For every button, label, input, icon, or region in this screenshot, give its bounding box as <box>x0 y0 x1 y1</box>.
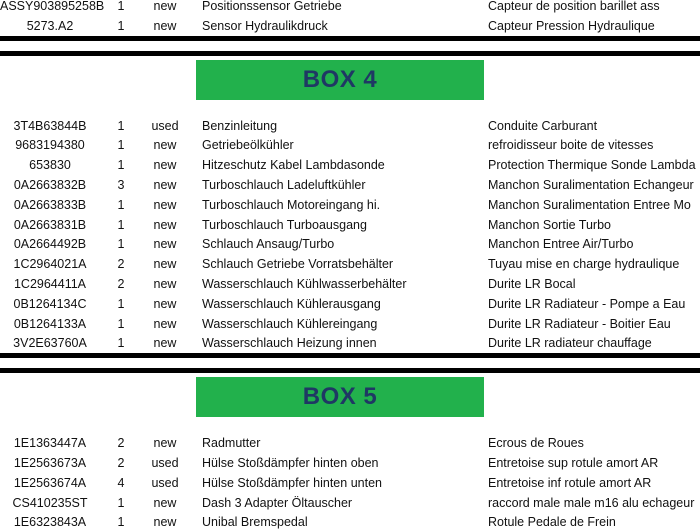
part-name-fr: Rotule Pedale de Frein <box>488 515 616 530</box>
part-ref: 1E6323843A <box>13 515 87 530</box>
table-row <box>0 512 700 532</box>
part-name-de: Benzinleitung <box>202 118 278 133</box>
part-condition: new <box>153 177 177 192</box>
part-ref: 1C2964411A <box>13 276 87 291</box>
table-row <box>0 493 700 513</box>
section-box-5 <box>0 377 700 532</box>
box-header <box>0 377 700 419</box>
part-ref: 1E2563673A <box>13 455 87 470</box>
part-condition: new <box>153 276 177 291</box>
part-ref: ASSY903895258B <box>0 0 105 13</box>
part-condition: new <box>153 158 177 173</box>
box-title: BOX 5 <box>196 377 484 417</box>
part-name-de: Wasserschlauch Kühlereingang <box>202 316 378 331</box>
section-divider <box>0 368 700 373</box>
table-row <box>0 215 700 235</box>
part-condition: new <box>153 0 177 13</box>
part-name-de: Unibal Bremspedal <box>202 515 308 530</box>
part-ref: 3V2E63760A <box>13 336 87 351</box>
spacer <box>0 358 700 368</box>
part-condition: new <box>153 257 177 272</box>
part-condition: new <box>153 18 177 33</box>
spacer <box>0 41 700 51</box>
part-name-fr: Durite LR radiateur chauffage <box>488 336 652 351</box>
part-name-fr: Capteur Pression Hydraulique <box>488 18 655 33</box>
part-ref: 0A2663833B <box>13 197 87 212</box>
part-qty: 2 <box>117 257 125 272</box>
part-name-de: Hülse Stoßdämpfer hinten unten <box>202 475 382 490</box>
table-row <box>0 135 700 155</box>
part-name-fr: Entretoise sup rotule amort AR <box>488 455 659 470</box>
part-ref: 1E1363447A <box>13 436 87 451</box>
part-name-fr: refroidisseur boite de vitesses <box>488 138 654 153</box>
part-name-de: Hitzeschutz Kabel Lambdasonde <box>202 158 385 173</box>
table-row <box>0 274 700 294</box>
table-row <box>0 294 700 314</box>
part-name-de: Dash 3 Adapter Öltauscher <box>202 495 353 510</box>
part-name-de: Schlauch Getriebe Vorratsbehälter <box>202 257 394 272</box>
section-divider <box>0 51 700 56</box>
part-name-fr: Durite LR Radiateur - Pompe a Eau <box>488 296 686 311</box>
part-qty: 1 <box>117 336 125 351</box>
part-name-de: Hülse Stoßdämpfer hinten oben <box>202 455 379 470</box>
part-qty: 1 <box>117 515 125 530</box>
part-condition: new <box>153 436 177 451</box>
part-qty: 3 <box>117 177 125 192</box>
part-condition: new <box>153 217 177 232</box>
part-qty: 1 <box>117 158 125 173</box>
table-row <box>0 195 700 215</box>
table-row <box>0 453 700 473</box>
part-qty: 2 <box>117 276 125 291</box>
part-name-de: Turboschlauch Ladeluftkühler <box>202 177 366 192</box>
part-condition: new <box>153 197 177 212</box>
part-name-de: Schlauch Ansaug/Turbo <box>202 237 335 252</box>
part-qty: 1 <box>117 18 125 33</box>
part-name-de: Sensor Hydraulikdruck <box>202 18 328 33</box>
part-condition: new <box>153 316 177 331</box>
part-name-fr: Manchon Entree Air/Turbo <box>488 237 634 252</box>
part-condition: used <box>151 475 179 490</box>
part-qty: 1 <box>117 296 125 311</box>
part-condition: new <box>153 515 177 530</box>
table-row <box>0 16 700 36</box>
part-name-fr: Durite LR Radiateur - Boitier Eau <box>488 316 671 331</box>
part-name-fr: raccord male male m16 alu echageur <box>488 495 695 510</box>
part-name-fr: Capteur de position barillet ass <box>488 0 660 13</box>
part-ref: 5273.A2 <box>26 18 74 33</box>
section-continued <box>0 0 700 36</box>
part-condition: new <box>153 138 177 153</box>
part-name-fr: Entretoise inf rotule amort AR <box>488 475 652 490</box>
table-row <box>0 333 700 353</box>
part-ref: 0A2663831B <box>13 217 87 232</box>
part-qty: 1 <box>117 316 125 331</box>
part-condition: used <box>151 118 179 133</box>
part-name-fr: Manchon Suralimentation Echangeur <box>488 177 694 192</box>
part-name-fr: Durite LR Bocal <box>488 276 576 291</box>
part-name-de: Wasserschlauch Kühlwasserbehälter <box>202 276 407 291</box>
part-ref: 9683194380 <box>15 138 85 153</box>
part-ref: 0B1264133A <box>13 316 87 331</box>
part-condition: new <box>153 336 177 351</box>
part-name-de: Getriebeölkühler <box>202 138 294 153</box>
box-title: BOX 4 <box>196 60 484 100</box>
table-row <box>0 433 700 453</box>
part-ref: 1E2563674A <box>13 475 87 490</box>
table-row <box>0 116 700 136</box>
table-row <box>0 234 700 254</box>
part-ref: CS410235ST <box>12 495 88 510</box>
table-row <box>0 314 700 334</box>
part-qty: 1 <box>117 118 125 133</box>
part-name-fr: Conduite Carburant <box>488 118 598 133</box>
part-qty: 1 <box>117 197 125 212</box>
part-name-fr: Manchon Sortie Turbo <box>488 217 611 232</box>
part-name-fr: Protection Thermique Sonde Lambda <box>488 158 696 173</box>
part-ref: 0B1264134C <box>13 296 87 311</box>
section-divider <box>0 353 700 358</box>
table-row <box>0 473 700 493</box>
part-qty: 1 <box>117 0 125 13</box>
part-condition: used <box>151 455 179 470</box>
part-qty: 1 <box>117 138 125 153</box>
table-row <box>0 0 700 16</box>
part-name-fr: Manchon Suralimentation Entree Mo <box>488 197 691 212</box>
table-row <box>0 254 700 274</box>
part-qty: 4 <box>117 475 125 490</box>
part-ref: 653830 <box>29 158 71 173</box>
table-row <box>0 175 700 195</box>
part-ref: 1C2964021A <box>13 257 87 272</box>
box-header <box>0 60 700 102</box>
part-condition: new <box>153 296 177 311</box>
part-name-fr: Ecrous de Roues <box>488 436 584 451</box>
part-name-de: Turboschlauch Motoreingang hi. <box>202 197 381 212</box>
part-name-de: Wasserschlauch Heizung innen <box>202 336 377 351</box>
part-ref: 3T4B63844B <box>13 118 87 133</box>
part-qty: 1 <box>117 217 125 232</box>
section-box-4 <box>0 60 700 354</box>
section-divider <box>0 36 700 41</box>
part-condition: new <box>153 495 177 510</box>
part-qty: 1 <box>117 495 125 510</box>
part-name-de: Wasserschlauch Kühlerausgang <box>202 296 381 311</box>
part-name-de: Turboschlauch Turboausgang <box>202 217 367 232</box>
part-name-de: Positionssensor Getriebe <box>202 0 342 13</box>
part-qty: 2 <box>117 436 125 451</box>
part-name-de: Radmutter <box>202 436 261 451</box>
part-qty: 1 <box>117 237 125 252</box>
part-condition: new <box>153 237 177 252</box>
part-ref: 0A2663832B <box>13 177 87 192</box>
part-ref: 0A2664492B <box>13 237 87 252</box>
part-name-fr: Tuyau mise en charge hydraulique <box>488 257 680 272</box>
table-row <box>0 155 700 175</box>
part-qty: 2 <box>117 455 125 470</box>
